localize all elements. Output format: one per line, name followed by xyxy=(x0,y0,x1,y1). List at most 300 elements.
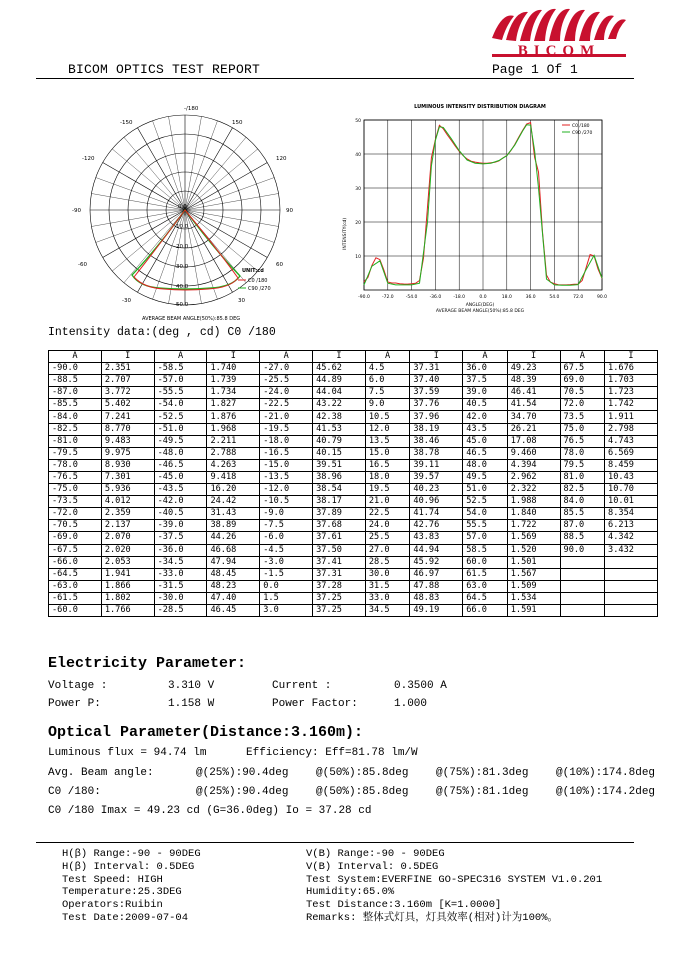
table-cell: 48.0 xyxy=(463,459,508,471)
table-cell: 1.569 xyxy=(507,532,560,544)
table-cell: 37.59 xyxy=(410,387,463,399)
table-cell: 1.520 xyxy=(507,544,560,556)
table-cell: 8.354 xyxy=(605,508,658,520)
polar-spoke xyxy=(112,210,185,271)
table-cell: 41.53 xyxy=(313,423,366,435)
table-cell: 57.0 xyxy=(463,532,508,544)
table-cell: 41.54 xyxy=(507,399,560,411)
table-cell: 6.569 xyxy=(605,447,658,459)
table-cell: -43.5 xyxy=(154,484,207,496)
table-cell: 40.15 xyxy=(313,447,366,459)
table-cell: 37.40 xyxy=(410,375,463,387)
table-cell: -49.5 xyxy=(154,435,207,447)
table-cell: 1.5 xyxy=(260,592,313,604)
polar-label-180: -/180 xyxy=(184,106,199,112)
table-cell: 38.46 xyxy=(410,435,463,447)
table-row xyxy=(49,459,658,471)
imax-line: C0 /180 Imax = 49.23 cd (G=36.0deg) Io = 37.28 cd xyxy=(48,805,372,817)
table-row xyxy=(49,399,658,411)
table-cell xyxy=(605,580,658,592)
table-cell: 37.5 xyxy=(463,375,508,387)
chart-xtick-label: 90.0 xyxy=(596,295,608,300)
table-cell: 42.76 xyxy=(410,520,463,532)
electricity-title: Electricity Parameter: xyxy=(48,655,247,672)
table-cell: -10.5 xyxy=(260,496,313,508)
c0-10: @(10%):174.2deg xyxy=(556,786,656,798)
table-cell: -76.5 xyxy=(49,471,102,483)
table-cell: -73.5 xyxy=(49,496,102,508)
table-cell: 37.28 xyxy=(313,580,366,592)
table-cell: 1.988 xyxy=(507,496,560,508)
table-cell: 3.432 xyxy=(605,544,658,556)
polar-caption: AVERAGE BEAM ANGLE(50%):85.8 DEG xyxy=(142,316,241,322)
table-cell: -67.5 xyxy=(49,544,102,556)
table-cell: 2.707 xyxy=(101,375,154,387)
table-cell: 16.5 xyxy=(365,459,410,471)
table-cell: 42.0 xyxy=(463,411,508,423)
table-cell: 2.322 xyxy=(507,484,560,496)
table-cell xyxy=(605,604,658,616)
table-cell: 4.263 xyxy=(207,459,260,471)
table-cell: -63.0 xyxy=(49,580,102,592)
table-cell xyxy=(605,568,658,580)
table-cell: 79.5 xyxy=(560,459,605,471)
optical-title: Optical Parameter(Distance:3.160m): xyxy=(48,724,364,741)
table-cell: 67.5 xyxy=(560,363,605,375)
table-cell: -6.0 xyxy=(260,532,313,544)
table-cell: 7.5 xyxy=(365,387,410,399)
table-cell: 44.94 xyxy=(410,544,463,556)
table-cell: 24.0 xyxy=(365,520,410,532)
table-cell: 1.968 xyxy=(207,423,260,435)
table-cell: 87.0 xyxy=(560,520,605,532)
table-row xyxy=(49,496,658,508)
table-cell: 10.5 xyxy=(365,411,410,423)
table-cell: -69.0 xyxy=(49,532,102,544)
polar-label-m150: -150 xyxy=(120,120,133,126)
table-cell: -21.0 xyxy=(260,411,313,423)
table-row xyxy=(49,471,658,483)
table-cell: 40.5 xyxy=(463,399,508,411)
footer-right xyxy=(306,848,602,925)
chart-xtick-label: -54.0 xyxy=(405,295,418,300)
table-cell: 40.79 xyxy=(313,435,366,447)
table-cell: -85.5 xyxy=(49,399,102,411)
table-cell: 1.866 xyxy=(101,580,154,592)
table-header-cell: I xyxy=(410,351,463,363)
table-cell: 15.0 xyxy=(365,447,410,459)
table-cell: 1.501 xyxy=(507,556,560,568)
c0-25: @(25%):90.4deg xyxy=(196,786,289,798)
table-cell: 24.42 xyxy=(207,496,260,508)
table-cell: 66.0 xyxy=(463,604,508,616)
table-cell: 12.0 xyxy=(365,423,410,435)
table-cell: -55.5 xyxy=(154,387,207,399)
c0-50: @(50%):85.8deg xyxy=(316,786,409,798)
polar-spoke xyxy=(185,137,246,210)
table-cell: 2.359 xyxy=(101,508,154,520)
table-cell: -12.0 xyxy=(260,484,313,496)
table-row xyxy=(49,484,658,496)
chart-ytick-label: 30 xyxy=(355,187,361,192)
table-cell xyxy=(560,568,605,580)
table-cell: -81.0 xyxy=(49,435,102,447)
table-cell: 38.78 xyxy=(410,447,463,459)
table-row xyxy=(49,592,658,604)
table-cell: 4.5 xyxy=(365,363,410,375)
current-value: 0.3500 A xyxy=(394,680,447,692)
table-cell: 44.26 xyxy=(207,532,260,544)
table-cell: 2.788 xyxy=(207,447,260,459)
table-row xyxy=(49,580,658,592)
table-cell: -87.0 xyxy=(49,387,102,399)
table-cell: 38.19 xyxy=(410,423,463,435)
footer-test-speed: Test Speed: HIGH xyxy=(62,873,163,886)
table-cell: 16.20 xyxy=(207,484,260,496)
table-cell: 73.5 xyxy=(560,411,605,423)
table-cell: 44.89 xyxy=(313,375,366,387)
chart-xtick-label: 72.0 xyxy=(573,295,584,300)
table-cell: -58.5 xyxy=(154,363,207,375)
table-cell: 49.19 xyxy=(410,604,463,616)
table-cell xyxy=(605,556,658,568)
table-cell: 45.62 xyxy=(313,363,366,375)
table-cell: 40.23 xyxy=(410,484,463,496)
logo-text: BICOM xyxy=(517,43,601,59)
table-cell: -64.5 xyxy=(49,568,102,580)
table-cell: 37.25 xyxy=(313,604,366,616)
footer-h-interval: H(β) Interval: 0.5DEG xyxy=(62,860,195,873)
table-cell: 0.0 xyxy=(260,580,313,592)
table-cell: 1.723 xyxy=(605,387,658,399)
table-cell: 43.5 xyxy=(463,423,508,435)
chart-ytick-label: 50 xyxy=(355,119,361,124)
table-cell: -36.0 xyxy=(154,544,207,556)
table-cell: 33.0 xyxy=(365,592,410,604)
polar-spoke xyxy=(124,137,185,210)
table-cell: -39.0 xyxy=(154,520,207,532)
table-cell: -51.0 xyxy=(154,423,207,435)
table-header-cell: I xyxy=(313,351,366,363)
table-cell: -28.5 xyxy=(154,604,207,616)
table-cell: 64.5 xyxy=(463,592,508,604)
table-cell: 78.0 xyxy=(560,447,605,459)
table-cell: -31.5 xyxy=(154,580,207,592)
beam-25: @(25%):90.4deg xyxy=(196,767,289,779)
polar-label-90: 90 xyxy=(286,208,293,214)
table-cell: 9.483 xyxy=(101,435,154,447)
table-cell: 9.418 xyxy=(207,471,260,483)
table-cell: 58.5 xyxy=(463,544,508,556)
footer-operators: Operators:Ruibin xyxy=(62,899,163,912)
polar-label-150: 150 xyxy=(232,120,243,126)
table-cell: 46.97 xyxy=(410,568,463,580)
table-cell: 47.94 xyxy=(207,556,260,568)
table-cell: 1.742 xyxy=(605,399,658,411)
table-cell: 1.567 xyxy=(507,568,560,580)
table-cell: 90.0 xyxy=(560,544,605,556)
table-row xyxy=(49,556,658,568)
table-cell: 49.23 xyxy=(507,363,560,375)
report-title: BICOM OPTICS TEST REPORT xyxy=(68,62,261,77)
table-cell: 8.459 xyxy=(605,459,658,471)
chart-ticks xyxy=(355,118,607,300)
polar-label-m30: -30 xyxy=(122,298,131,304)
beam-50: @(50%):85.8deg xyxy=(316,767,409,779)
table-header-cell: A xyxy=(260,351,313,363)
table-cell: -27.0 xyxy=(260,363,313,375)
table-cell: 30.0 xyxy=(365,568,410,580)
table-row xyxy=(49,363,658,375)
table-row xyxy=(49,532,658,544)
power-factor-value: 1.000 xyxy=(394,698,428,710)
table-cell: 70.5 xyxy=(560,387,605,399)
table-cell: 36.0 xyxy=(463,363,508,375)
footer-test-distance: Test Distance:3.160m [K=1.0000] xyxy=(306,899,502,912)
table-cell: 88.5 xyxy=(560,532,605,544)
beam-angle-label: Avg. Beam angle: xyxy=(48,767,154,779)
table-cell: 47.88 xyxy=(410,580,463,592)
table-cell: 44.04 xyxy=(313,387,366,399)
table-cell: -84.0 xyxy=(49,411,102,423)
table-cell: 1.703 xyxy=(605,375,658,387)
table-cell: 82.5 xyxy=(560,484,605,496)
table-cell: 39.51 xyxy=(313,459,366,471)
table-cell: 48.39 xyxy=(507,375,560,387)
table-cell: 51.0 xyxy=(463,484,508,496)
table-body xyxy=(49,363,658,617)
table-cell: 2.070 xyxy=(101,532,154,544)
table-cell: 21.0 xyxy=(365,496,410,508)
polar-legend-c90: C90 /270 xyxy=(248,286,271,292)
polar-spoke xyxy=(185,149,258,210)
table-cell: -72.0 xyxy=(49,508,102,520)
polar-r20: 20.0 xyxy=(176,244,189,250)
polar-r0: 0.0 xyxy=(178,204,187,210)
chart-legend-c90: C90 /270 xyxy=(572,131,593,136)
table-header-cell: A xyxy=(463,351,508,363)
table-cell: 4.012 xyxy=(101,496,154,508)
table-cell: -70.5 xyxy=(49,520,102,532)
table-cell: -19.5 xyxy=(260,423,313,435)
table-cell: -24.0 xyxy=(260,387,313,399)
table-cell: 1.876 xyxy=(207,411,260,423)
table-cell: 39.0 xyxy=(463,387,508,399)
table-cell: -61.5 xyxy=(49,592,102,604)
chart-xtick-label: -18.0 xyxy=(453,295,466,300)
chart-xtick-label: 18.0 xyxy=(501,295,512,300)
table-cell: 22.5 xyxy=(365,508,410,520)
table-cell: -54.0 xyxy=(154,399,207,411)
table-cell: 37.61 xyxy=(313,532,366,544)
voltage-label: Voltage : xyxy=(48,680,108,692)
table-cell: 2.137 xyxy=(101,520,154,532)
table-cell: 45.92 xyxy=(410,556,463,568)
footer-remarks: Remarks: 整体式灯具，灯具效率(相对)计为100%。 xyxy=(306,911,559,924)
table-cell: 45.0 xyxy=(463,435,508,447)
table-cell: 42.38 xyxy=(313,411,366,423)
table-cell: 37.68 xyxy=(313,520,366,532)
table-cell: 8.930 xyxy=(101,459,154,471)
chart-xtick-label: -72.0 xyxy=(381,295,394,300)
table-cell: 72.0 xyxy=(560,399,605,411)
table-cell: -33.0 xyxy=(154,568,207,580)
table-cell: 5.402 xyxy=(101,399,154,411)
table-cell: 40.96 xyxy=(410,496,463,508)
table-cell: -13.5 xyxy=(260,471,313,483)
table-cell: -66.0 xyxy=(49,556,102,568)
voltage-value: 3.310 V xyxy=(168,680,215,692)
table-cell: 31.43 xyxy=(207,508,260,520)
table-cell: 37.41 xyxy=(313,556,366,568)
table-cell: 1.739 xyxy=(207,375,260,387)
footer-test-system: Test System:EVERFINE GO-SPEC316 SYSTEM V1.0.201 xyxy=(306,873,603,886)
table-row xyxy=(49,423,658,435)
beam-10: @(10%):174.8deg xyxy=(556,767,656,779)
table-cell: 84.0 xyxy=(560,496,605,508)
table-cell: 9.460 xyxy=(507,447,560,459)
table-cell: 52.5 xyxy=(463,496,508,508)
table-cell: 38.54 xyxy=(313,484,366,496)
footer-h-range: H(β) Range:-90 - 90DEG xyxy=(62,848,201,860)
table-header-cell: I xyxy=(101,351,154,363)
chart-xtick-label: 0.0 xyxy=(479,295,487,300)
table-cell: -7.5 xyxy=(260,520,313,532)
table-cell: 1.911 xyxy=(605,411,658,423)
table-row xyxy=(49,387,658,399)
table-cell: -88.5 xyxy=(49,375,102,387)
table-header-cell: I xyxy=(207,351,260,363)
table-cell: 10.70 xyxy=(605,484,658,496)
table-cell: 1.802 xyxy=(101,592,154,604)
table-row xyxy=(49,447,658,459)
chart-ytick-label: 40 xyxy=(355,153,361,158)
table-cell: -48.0 xyxy=(154,447,207,459)
table-header-cell: A xyxy=(154,351,207,363)
table-cell: 1.722 xyxy=(507,520,560,532)
table-header-cell: A xyxy=(365,351,410,363)
table-cell: 34.5 xyxy=(365,604,410,616)
polar-legend-title: UNIT:cd xyxy=(242,268,264,274)
table-cell: 2.211 xyxy=(207,435,260,447)
chart-caption: AVERAGE BEAM ANGLE(50%):85.8 DEG xyxy=(435,309,525,314)
chart-grid xyxy=(364,120,602,290)
table-cell: 37.76 xyxy=(410,399,463,411)
table-cell: 7.241 xyxy=(101,411,154,423)
table-cell: 26.21 xyxy=(507,423,560,435)
table-cell xyxy=(560,604,605,616)
table-cell: 60.0 xyxy=(463,556,508,568)
table-cell: -22.5 xyxy=(260,399,313,411)
table-row xyxy=(49,375,658,387)
table-cell: 38.96 xyxy=(313,471,366,483)
footer-test-date: Test Date:2009-07-04 xyxy=(62,911,189,924)
table-cell: -34.5 xyxy=(154,556,207,568)
table-cell: 1.509 xyxy=(507,580,560,592)
table-cell: 61.5 xyxy=(463,568,508,580)
table-cell: -3.0 xyxy=(260,556,313,568)
table-cell: 27.0 xyxy=(365,544,410,556)
table-cell: 63.0 xyxy=(463,580,508,592)
table-cell: -15.0 xyxy=(260,459,313,471)
table-cell: -25.5 xyxy=(260,375,313,387)
table-cell: 85.5 xyxy=(560,508,605,520)
chart-legend-c0: C0 /180 xyxy=(572,124,590,129)
chart-xlabel: ANGLE(DEG) xyxy=(465,303,495,308)
polar-legend-c0: C0 /180 xyxy=(248,278,268,284)
table-cell: -30.0 xyxy=(154,592,207,604)
footer-divider xyxy=(36,842,634,843)
table-cell: 81.0 xyxy=(560,471,605,483)
table-row xyxy=(49,544,658,556)
table-cell: -37.5 xyxy=(154,532,207,544)
table-cell: 76.5 xyxy=(560,435,605,447)
table-cell: 38.17 xyxy=(313,496,366,508)
table-header-cell: A xyxy=(49,351,102,363)
c0-label: C0 /180: xyxy=(48,786,101,798)
intensity-table xyxy=(48,350,658,617)
chart-xtick-label: -90.0 xyxy=(358,295,370,300)
table-cell: -57.0 xyxy=(154,375,207,387)
table-cell: 9.975 xyxy=(101,447,154,459)
table-cell: 9.0 xyxy=(365,399,410,411)
table-row xyxy=(49,604,658,616)
table-cell: 13.5 xyxy=(365,435,410,447)
table-cell: 3.0 xyxy=(260,604,313,616)
table-cell: 48.45 xyxy=(207,568,260,580)
table-cell: -78.0 xyxy=(49,459,102,471)
table-cell: 2.053 xyxy=(101,556,154,568)
polar-label-m60: -60 xyxy=(78,262,87,268)
header-divider xyxy=(36,78,634,79)
footer-v-range: V(B) Range:-90 - 90DEG xyxy=(306,848,445,860)
polar-r40: 40.0 xyxy=(176,284,189,290)
polar-label-m90: -90 xyxy=(72,208,81,214)
table-cell: 4.743 xyxy=(605,435,658,447)
table-cell: 37.31 xyxy=(410,363,463,375)
table-cell: 43.22 xyxy=(313,399,366,411)
table-cell: -40.5 xyxy=(154,508,207,520)
table-row xyxy=(49,520,658,532)
table-cell: 1.676 xyxy=(605,363,658,375)
polar-r30: 30.0 xyxy=(176,264,189,270)
footer-humidity: Humidity:65.0% xyxy=(306,886,395,899)
table-cell: 46.5 xyxy=(463,447,508,459)
table-cell: 2.351 xyxy=(101,363,154,375)
bicom-logo xyxy=(484,8,634,64)
chart-xtick-label: 36.0 xyxy=(525,295,536,300)
table-cell: 28.5 xyxy=(365,556,410,568)
table-cell: 46.45 xyxy=(207,604,260,616)
chart-xtick-label: -36.0 xyxy=(429,295,442,300)
table-header-cell: A xyxy=(560,351,605,363)
table-cell: 34.70 xyxy=(507,411,560,423)
table-cell: 55.5 xyxy=(463,520,508,532)
table-cell: 2.798 xyxy=(605,423,658,435)
polar-r10: 10.0 xyxy=(176,224,189,230)
page-number: Page 1 Of 1 xyxy=(492,62,578,77)
footer-left xyxy=(62,848,201,925)
chart-ytick-label: 10 xyxy=(355,255,361,260)
table-cell: 1.534 xyxy=(507,592,560,604)
table-row xyxy=(49,568,658,580)
table-cell: 6.0 xyxy=(365,375,410,387)
table-cell: 48.83 xyxy=(410,592,463,604)
table-cell: -75.0 xyxy=(49,484,102,496)
table-cell: -42.0 xyxy=(154,496,207,508)
table-cell xyxy=(605,592,658,604)
table-cell: 37.89 xyxy=(313,508,366,520)
